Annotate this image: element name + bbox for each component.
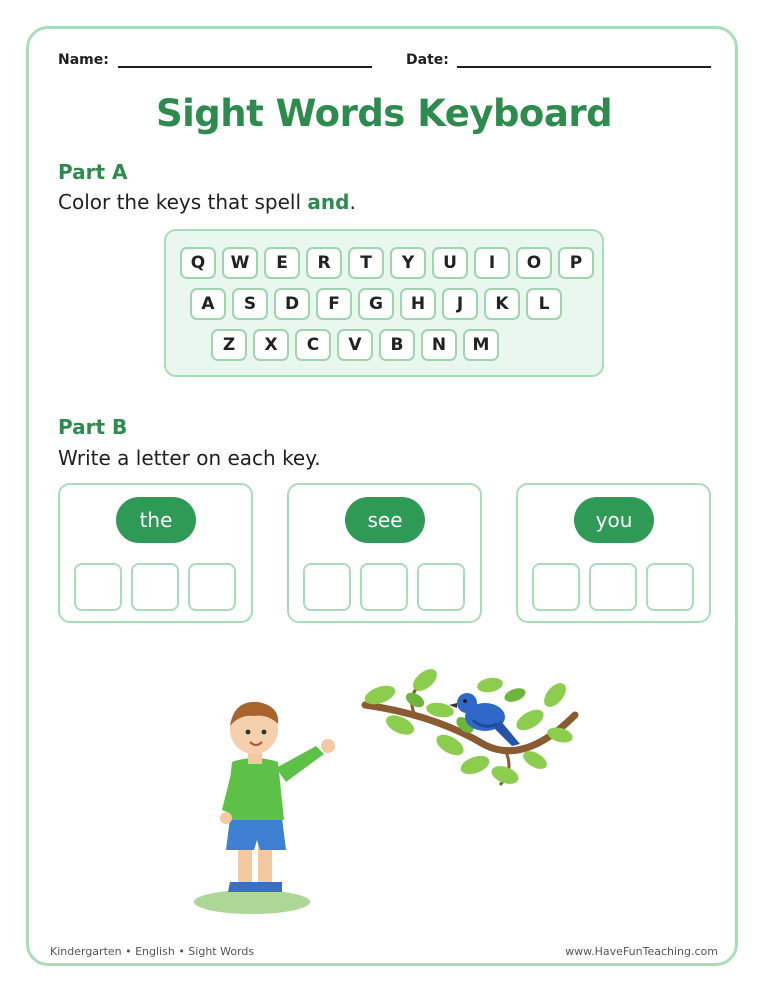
word-pill: see: [345, 497, 425, 543]
key-k[interactable]: K: [484, 288, 520, 320]
part-a-instruction-suffix: .: [349, 190, 356, 214]
word-card: [58, 483, 253, 623]
key-n[interactable]: N: [421, 329, 457, 361]
key-y[interactable]: Y: [390, 247, 426, 279]
page-title: Sight Words Keyboard: [155, 92, 613, 135]
key-a[interactable]: A: [190, 288, 226, 320]
letter-box[interactable]: [74, 563, 122, 611]
word-card: [516, 483, 711, 623]
boy-pointing-illustration: [190, 690, 360, 920]
key-x[interactable]: X: [253, 329, 289, 361]
keyboard-row-1: [180, 247, 594, 279]
key-t[interactable]: T: [348, 247, 384, 279]
letter-box[interactable]: [188, 563, 236, 611]
letter-box[interactable]: [360, 563, 408, 611]
part-b-heading: Part B: [58, 415, 128, 439]
footer-right: www.HaveFunTeaching.com: [565, 945, 718, 958]
key-w[interactable]: W: [222, 247, 258, 279]
letter-box[interactable]: [131, 563, 179, 611]
key-m[interactable]: M: [463, 329, 499, 361]
part-a-heading: Part A: [58, 160, 128, 184]
key-d[interactable]: D: [274, 288, 310, 320]
key-v[interactable]: V: [337, 329, 373, 361]
letter-box[interactable]: [589, 563, 637, 611]
key-r[interactable]: R: [306, 247, 342, 279]
key-l[interactable]: L: [526, 288, 562, 320]
letter-box[interactable]: [417, 563, 465, 611]
letter-box[interactable]: [646, 563, 694, 611]
date-line[interactable]: [457, 66, 711, 68]
bluebird-on-branch-illustration: [355, 665, 580, 795]
key-s[interactable]: S: [232, 288, 268, 320]
footer-left: Kindergarten • English • Sight Words: [50, 945, 255, 958]
name-label: Name:: [58, 52, 109, 68]
key-f[interactable]: F: [316, 288, 352, 320]
key-g[interactable]: G: [358, 288, 394, 320]
key-q[interactable]: Q: [180, 247, 216, 279]
letter-box[interactable]: [532, 563, 580, 611]
letter-boxes: [303, 563, 465, 611]
letter-boxes: [532, 563, 694, 611]
word-pill: the: [116, 497, 196, 543]
letter-box[interactable]: [303, 563, 351, 611]
key-i[interactable]: I: [474, 247, 510, 279]
part-b-instruction: Write a letter on each key.: [58, 446, 321, 470]
keyboard-row-3: [211, 329, 499, 361]
key-e[interactable]: E: [264, 247, 300, 279]
key-h[interactable]: H: [400, 288, 436, 320]
key-z[interactable]: Z: [211, 329, 247, 361]
key-o[interactable]: O: [516, 247, 552, 279]
key-j[interactable]: J: [442, 288, 478, 320]
part-a-instruction-prefix: Color the keys that spell: [58, 190, 308, 214]
word-pill: you: [574, 497, 654, 543]
key-p[interactable]: P: [558, 247, 594, 279]
key-b[interactable]: B: [379, 329, 415, 361]
key-c[interactable]: C: [295, 329, 331, 361]
keyboard-row-2: [190, 288, 562, 320]
target-word: and: [307, 190, 350, 214]
keyboard: [164, 229, 604, 377]
key-u[interactable]: U: [432, 247, 468, 279]
letter-boxes: [74, 563, 236, 611]
word-card: [287, 483, 482, 623]
name-line[interactable]: [118, 66, 372, 68]
part-a-instruction: [58, 190, 356, 214]
date-label: Date:: [406, 52, 449, 68]
